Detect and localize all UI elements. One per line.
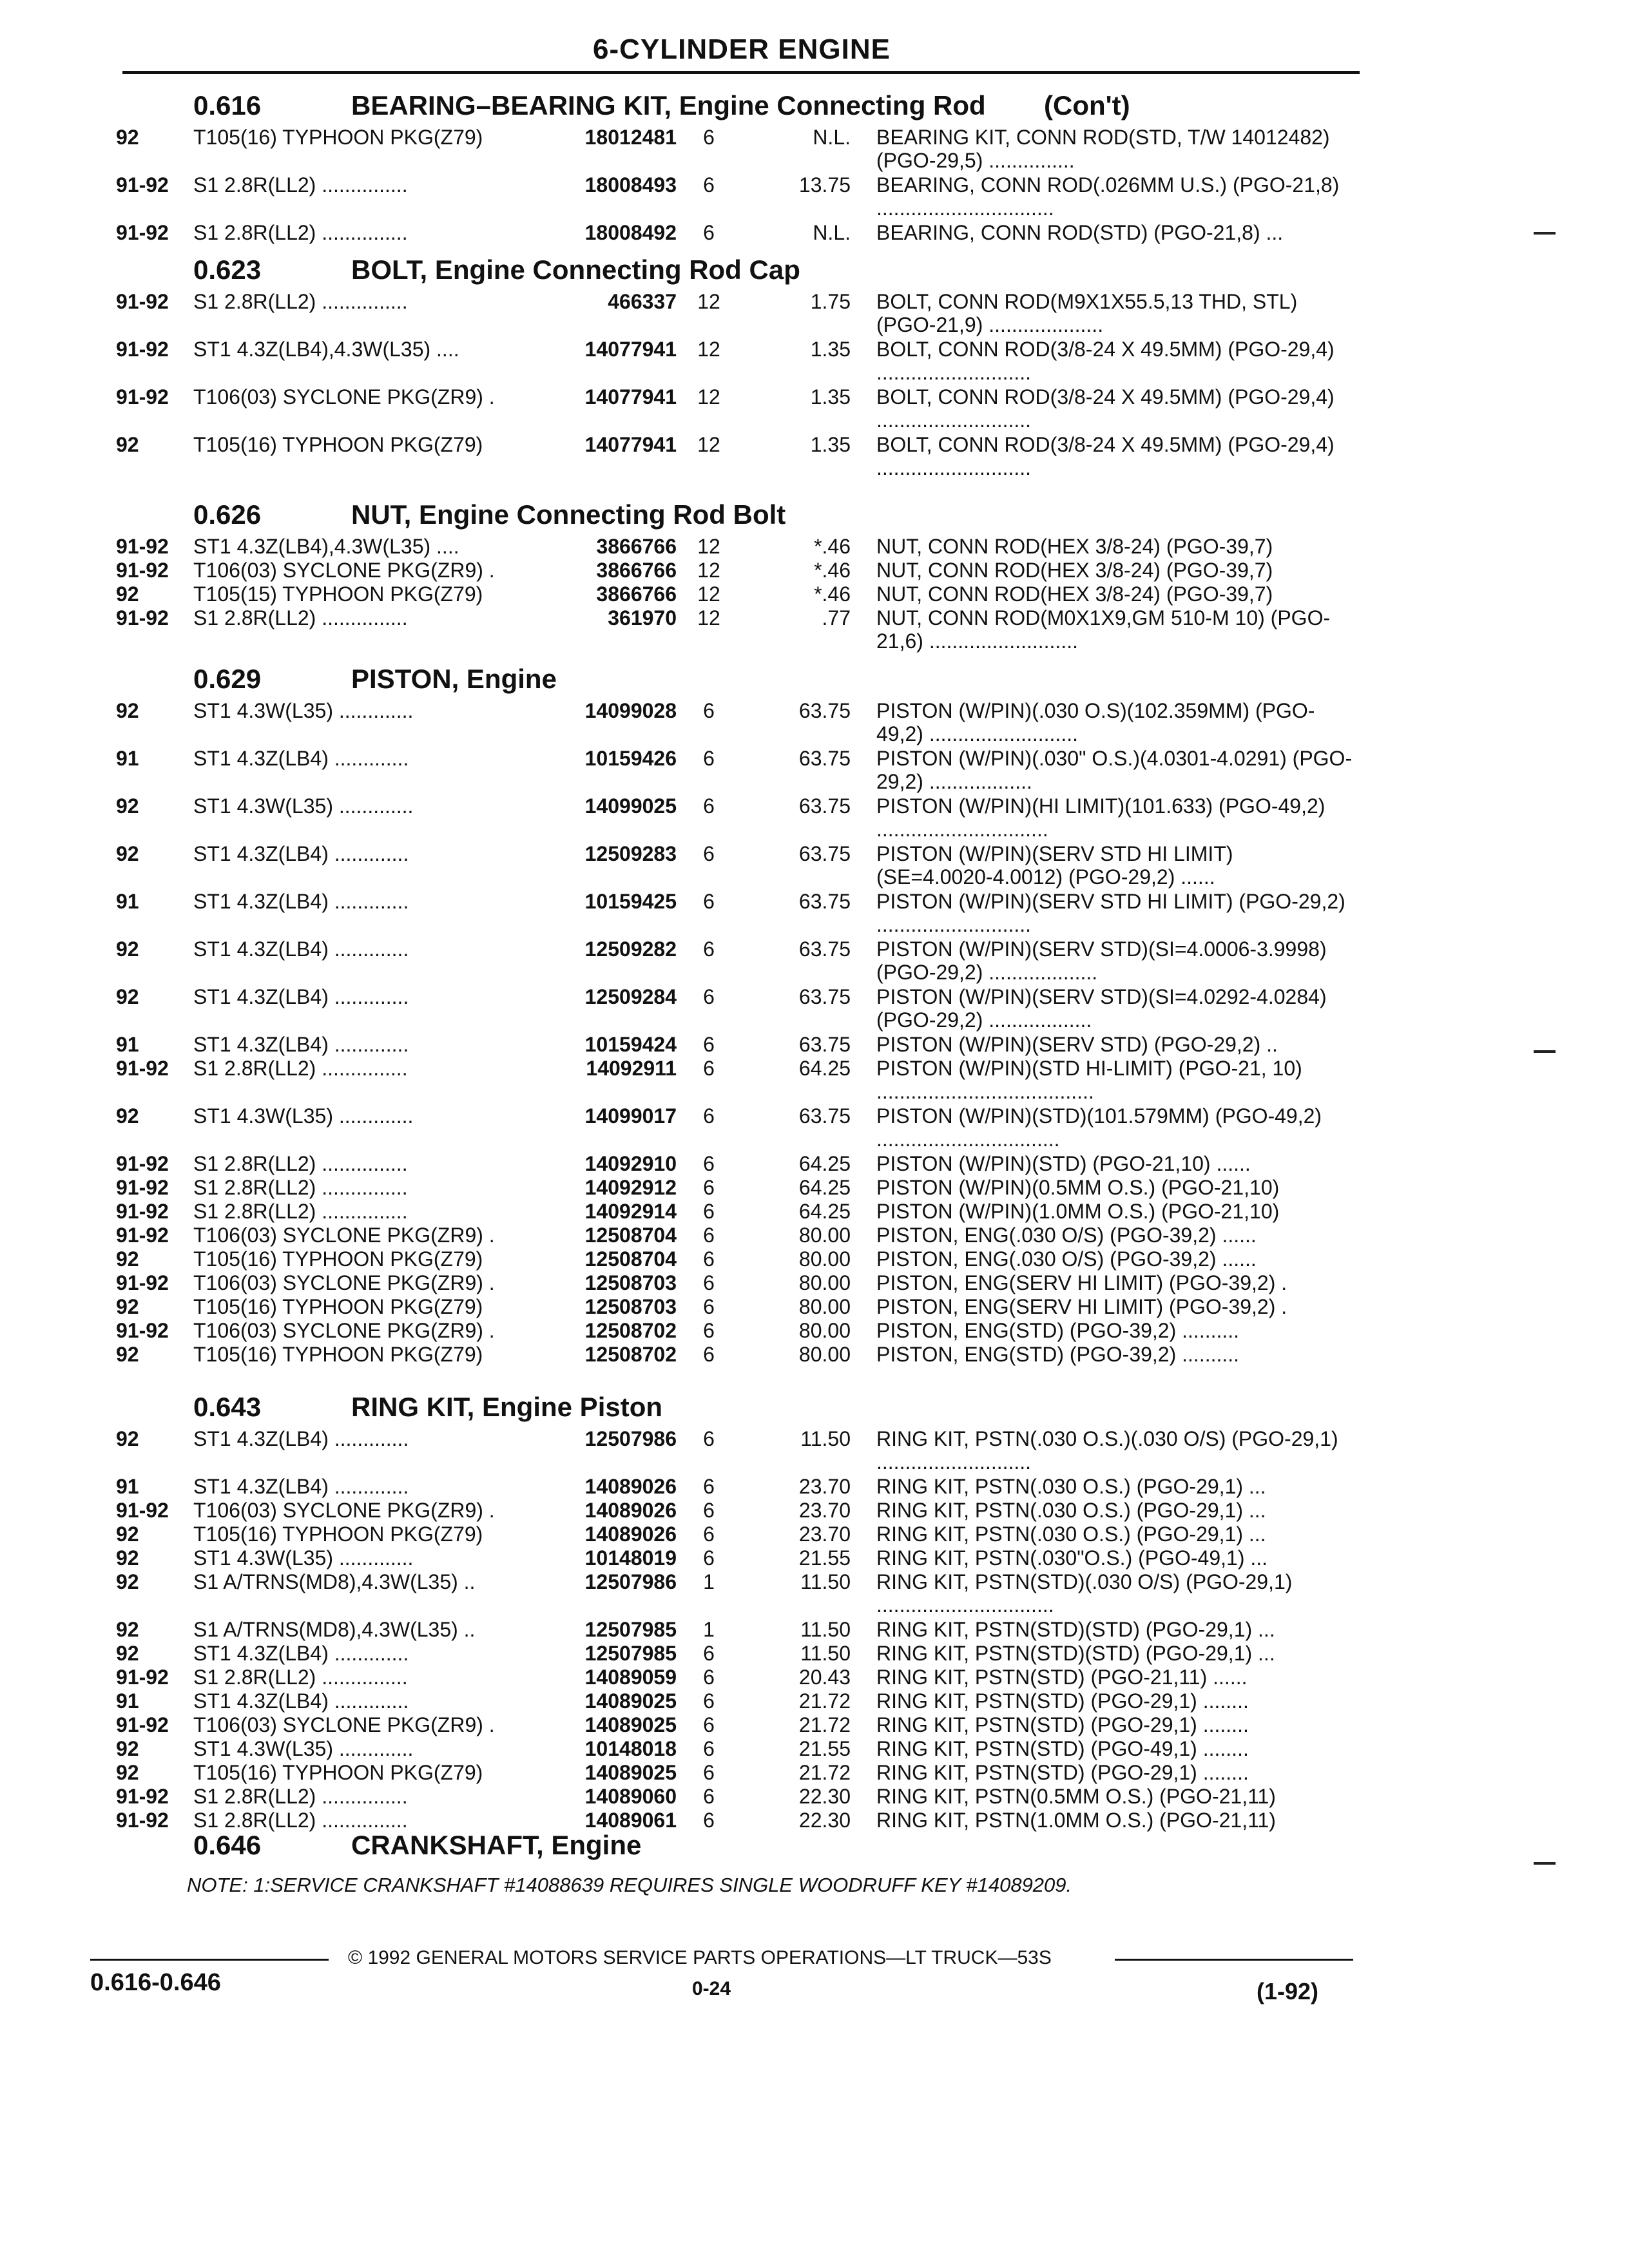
application: T105(16) TYPHOON PKG(Z79) (193, 1761, 483, 1784)
price: 80.00 (798, 1247, 851, 1271)
price: 64.25 (798, 1176, 851, 1199)
model-year: 91-92 (116, 338, 169, 361)
part-number: 14092911 (586, 1057, 677, 1080)
quantity: 6 (703, 1057, 715, 1080)
application: ST1 4.3W(L35) ............. (193, 699, 414, 722)
part-number: 14077941 (584, 433, 677, 456)
part-number: 12507985 (584, 1618, 677, 1641)
application: S1 2.8R(LL2) ............... (193, 1200, 408, 1223)
model-year: 91-92 (116, 535, 169, 558)
quantity: 12 (697, 385, 720, 408)
part-description: PISTON (W/PIN)(STD HI-LIMIT) (PGO-21, 10) ...................................... (876, 1057, 1302, 1103)
price: 22.30 (798, 1785, 851, 1808)
price: 63.75 (798, 842, 851, 865)
model-year: 92 (116, 1295, 139, 1318)
footer-page-number: 0-24 (692, 1978, 731, 1999)
application: ST1 4.3W(L35) ............. (193, 794, 414, 818)
part-description: BOLT, CONN ROD(3/8-24 X 49.5MM) (PGO-29,4) ........................... (876, 385, 1335, 432)
part-description: RING KIT, PSTN(STD)(.030 O/S) (PGO-29,1) ............................... (876, 1570, 1293, 1617)
model-year: 91-92 (116, 385, 169, 408)
part-description: PISTON, ENG(.030 O/S) (PGO-39,2) ...... (876, 1247, 1257, 1271)
model-year: 91-92 (116, 1499, 169, 1522)
part-description: PISTON (W/PIN)(1.0MM O.S.) (PGO-21,10) (876, 1200, 1280, 1223)
model-year: 92 (116, 1523, 139, 1546)
model-year: 91 (116, 1689, 139, 1713)
model-year: 91-92 (116, 559, 169, 582)
part-description: RING KIT, PSTN(STD) (PGO-29,1) ........ (876, 1713, 1249, 1736)
footer-section-range: 0.616-0.646 (90, 1969, 221, 1996)
part-description: RING KIT, PSTN(.030 O.S.) (PGO-29,1) ... (876, 1523, 1266, 1546)
quantity: 6 (703, 1033, 715, 1056)
price: *.46 (814, 582, 851, 606)
quantity: 6 (703, 1104, 715, 1128)
section-title: BOLT, Engine Connecting Rod Cap (351, 255, 800, 285)
quantity: 6 (703, 1737, 715, 1760)
quantity: 6 (703, 1546, 715, 1570)
footer-copyright: © 1992 GENERAL MOTORS SERVICE PARTS OPERATIONS—LT TRUCK—53S (348, 1947, 1052, 1968)
price: 23.70 (798, 1523, 851, 1546)
price: 1.75 (810, 290, 851, 313)
part-number: 10159426 (584, 747, 677, 770)
quantity: 6 (703, 890, 715, 913)
model-year: 91-92 (116, 1176, 169, 1199)
part-description: BOLT, CONN ROD(3/8-24 X 49.5MM) (PGO-29,4) ........................... (876, 433, 1335, 479)
quantity: 6 (703, 1152, 715, 1175)
price: 64.25 (798, 1057, 851, 1080)
model-year: 91-92 (116, 290, 169, 313)
price: N.L. (813, 221, 851, 244)
price: 21.72 (798, 1689, 851, 1713)
section-number: 0.626 (193, 499, 262, 530)
part-number: 12509283 (584, 842, 677, 865)
quantity: 6 (703, 1295, 715, 1318)
application: S1 2.8R(LL2) ............... (193, 1785, 408, 1808)
application: T106(03) SYCLONE PKG(ZR9) . (193, 385, 495, 408)
part-number: 12508702 (584, 1343, 677, 1366)
part-number: 10148019 (584, 1546, 677, 1570)
quantity: 6 (703, 1271, 715, 1294)
part-description: RING KIT, PSTN(STD) (PGO-29,1) ........ (876, 1689, 1249, 1713)
quantity: 6 (703, 842, 715, 865)
price: 1.35 (810, 338, 851, 361)
model-year: 91-92 (116, 1319, 169, 1342)
part-number: 12509282 (584, 937, 677, 961)
part-number: 14077941 (584, 385, 677, 408)
price: 11.50 (800, 1570, 851, 1593)
price: 63.75 (798, 1104, 851, 1128)
application: S1 A/TRNS(MD8),4.3W(L35) .. (193, 1570, 476, 1593)
application: S1 2.8R(LL2) ............... (193, 173, 408, 197)
price: *.46 (814, 535, 851, 558)
price: 80.00 (798, 1224, 851, 1247)
part-number: 14089025 (584, 1761, 677, 1784)
part-number: 10148018 (584, 1737, 677, 1760)
application: S1 2.8R(LL2) ............... (193, 1809, 408, 1832)
part-number: 18008493 (584, 173, 677, 197)
quantity: 6 (703, 794, 715, 818)
part-number: 14089025 (584, 1713, 677, 1736)
application: T106(03) SYCLONE PKG(ZR9) . (193, 1319, 495, 1342)
model-year: 92 (116, 582, 139, 606)
price: .77 (822, 606, 851, 629)
part-number: 14089059 (584, 1666, 677, 1689)
price: 23.70 (798, 1475, 851, 1498)
price: 80.00 (798, 1319, 851, 1342)
quantity: 6 (703, 1642, 715, 1665)
part-number: 12508703 (584, 1295, 677, 1318)
application: ST1 4.3W(L35) ............. (193, 1546, 414, 1570)
application: ST1 4.3Z(LB4) ............. (193, 937, 409, 961)
margin-mark (1534, 1862, 1556, 1865)
part-description: NUT, CONN ROD(HEX 3/8-24) (PGO-39,7) (876, 535, 1273, 558)
model-year: 91-92 (116, 606, 169, 629)
part-number: 3866766 (596, 559, 677, 582)
quantity: 6 (703, 173, 715, 197)
application: T106(03) SYCLONE PKG(ZR9) . (193, 1271, 495, 1294)
model-year: 92 (116, 794, 139, 818)
quantity: 12 (697, 290, 720, 313)
price: 63.75 (798, 890, 851, 913)
application: ST1 4.3Z(LB4) ............. (193, 1033, 409, 1056)
application: ST1 4.3Z(LB4) ............. (193, 890, 409, 913)
quantity: 6 (703, 221, 715, 244)
model-year: 91 (116, 890, 139, 913)
quantity: 6 (703, 1319, 715, 1342)
section-title: NUT, Engine Connecting Rod Bolt (351, 499, 786, 530)
application: S1 2.8R(LL2) ............... (193, 1057, 408, 1080)
model-year: 91 (116, 1475, 139, 1498)
model-year: 92 (116, 1427, 139, 1450)
part-description: PISTON, ENG(STD) (PGO-39,2) .......... (876, 1343, 1240, 1366)
section-continued: (Con't) (1044, 90, 1130, 120)
quantity: 12 (697, 338, 720, 361)
application: ST1 4.3Z(LB4) ............. (193, 1689, 409, 1713)
application: ST1 4.3Z(LB4) ............. (193, 985, 409, 1008)
price: 21.55 (798, 1737, 851, 1760)
price: 21.55 (798, 1546, 851, 1570)
section-title: PISTON, Engine (351, 664, 557, 694)
part-number: 14089026 (584, 1499, 677, 1522)
model-year: 92 (116, 1104, 139, 1128)
section-number: 0.629 (193, 664, 262, 694)
part-description: PISTON (W/PIN)(.030 O.S)(102.359MM) (PGO-49,2) .......................... (876, 699, 1315, 745)
part-number: 14099025 (584, 794, 677, 818)
part-description: RING KIT, PSTN(STD)(STD) (PGO-29,1) ... (876, 1642, 1275, 1665)
part-description: PISTON (W/PIN)(HI LIMIT)(101.633) (PGO-49,2) .............................. (876, 794, 1325, 841)
part-description: PISTON, ENG(SERV HI LIMIT) (PGO-39,2) . (876, 1295, 1287, 1318)
application: T106(03) SYCLONE PKG(ZR9) . (193, 1224, 495, 1247)
model-year: 91 (116, 1033, 139, 1056)
part-number: 14089060 (584, 1785, 677, 1808)
price: 11.50 (800, 1642, 851, 1665)
price: 21.72 (798, 1761, 851, 1784)
application: S1 2.8R(LL2) ............... (193, 1176, 408, 1199)
margin-mark (1534, 1050, 1556, 1053)
quantity: 6 (703, 1427, 715, 1450)
part-description: NUT, CONN ROD(M0X1X9,GM 510-M 10) (PGO-21,6) .......................... (876, 606, 1331, 653)
section-title: RING KIT, Engine Piston (351, 1392, 663, 1422)
part-description: RING KIT, PSTN(0.5MM O.S.) (PGO-21,11) (876, 1785, 1276, 1808)
part-number: 12508703 (584, 1271, 677, 1294)
footer-revision-date: (1-92) (1257, 1978, 1319, 2004)
price: 63.75 (798, 1033, 851, 1056)
application: T105(16) TYPHOON PKG(Z79) (193, 1247, 483, 1271)
part-number: 14099028 (584, 699, 677, 722)
quantity: 6 (703, 1809, 715, 1832)
application: ST1 4.3Z(LB4),4.3W(L35) .... (193, 338, 459, 361)
quantity: 1 (703, 1618, 715, 1641)
price: 80.00 (798, 1271, 851, 1294)
part-number: 12508702 (584, 1319, 677, 1342)
footer-rule-right (1115, 1959, 1353, 1961)
quantity: 12 (697, 535, 720, 558)
quantity: 6 (703, 1666, 715, 1689)
part-description: PISTON (W/PIN)(SERV STD HI LIMIT) (PGO-29,2) ........................... (876, 890, 1345, 936)
application: ST1 4.3W(L35) ............. (193, 1104, 414, 1128)
quantity: 1 (703, 1570, 715, 1593)
price: N.L. (813, 126, 851, 149)
quantity: 6 (703, 1475, 715, 1498)
model-year: 92 (116, 1642, 139, 1665)
quantity: 6 (703, 1200, 715, 1223)
page-title: 6-CYLINDER ENGINE (593, 34, 891, 65)
price: 63.75 (798, 794, 851, 818)
price: 1.35 (810, 433, 851, 456)
model-year: 91-92 (116, 1809, 169, 1832)
part-description: RING KIT, PSTN(STD) (PGO-49,1) ........ (876, 1737, 1249, 1760)
quantity: 6 (703, 747, 715, 770)
quantity: 6 (703, 1499, 715, 1522)
part-number: 12507985 (584, 1642, 677, 1665)
quantity: 12 (697, 582, 720, 606)
model-year: 92 (116, 1570, 139, 1593)
quantity: 6 (703, 1713, 715, 1736)
application: ST1 4.3Z(LB4) ............. (193, 842, 409, 865)
price: 23.70 (798, 1499, 851, 1522)
part-number: 18012481 (584, 126, 677, 149)
price: 63.75 (798, 699, 851, 722)
quantity: 6 (703, 1247, 715, 1271)
part-number: 18008492 (584, 221, 677, 244)
quantity: 12 (697, 606, 720, 629)
price: *.46 (814, 559, 851, 582)
part-description: PISTON (W/PIN)(SERV STD HI LIMIT) (SE=4.0020-4.0012) (PGO-29,2) ...... (876, 842, 1233, 889)
price: 63.75 (798, 937, 851, 961)
quantity: 6 (703, 126, 715, 149)
quantity: 6 (703, 937, 715, 961)
model-year: 91-92 (116, 1713, 169, 1736)
price: 11.50 (800, 1427, 851, 1450)
price: 64.25 (798, 1152, 851, 1175)
application: S1 2.8R(LL2) ............... (193, 290, 408, 313)
model-year: 92 (116, 1737, 139, 1760)
part-number: 14077941 (584, 338, 677, 361)
part-number: 10159425 (584, 890, 677, 913)
quantity: 12 (697, 433, 720, 456)
price: 20.43 (798, 1666, 851, 1689)
section-number: 0.643 (193, 1392, 262, 1422)
model-year: 92 (116, 937, 139, 961)
part-description: RING KIT, PSTN(1.0MM O.S.) (PGO-21,11) (876, 1809, 1276, 1832)
section-number: 0.616 (193, 90, 262, 120)
application: T105(16) TYPHOON PKG(Z79) (193, 1295, 483, 1318)
application: ST1 4.3Z(LB4),4.3W(L35) .... (193, 535, 459, 558)
price: 22.30 (798, 1809, 851, 1832)
price: 64.25 (798, 1200, 851, 1223)
quantity: 6 (703, 1785, 715, 1808)
model-year: 92 (116, 1247, 139, 1271)
margin-mark (1534, 232, 1556, 235)
part-description: BOLT, CONN ROD(M9X1X55.5,13 THD, STL) (PGO-21,9) .................... (876, 290, 1298, 336)
model-year: 92 (116, 1546, 139, 1570)
part-number: 361970 (608, 606, 677, 629)
application: ST1 4.3Z(LB4) ............. (193, 1642, 409, 1665)
price: 11.50 (800, 1618, 851, 1641)
part-description: PISTON (W/PIN)(SERV STD) (PGO-29,2) .. (876, 1033, 1278, 1056)
section-title: BEARING–BEARING KIT, Engine Connecting Rod (351, 90, 986, 120)
model-year: 91-92 (116, 221, 169, 244)
part-number: 14092912 (584, 1176, 677, 1199)
part-description: PISTON (W/PIN)(SERV STD)(SI=4.0292-4.0284) (PGO-29,2) .................. (876, 985, 1327, 1032)
model-year: 91-92 (116, 1271, 169, 1294)
section-number: 0.646 (193, 1830, 262, 1860)
quantity: 6 (703, 1224, 715, 1247)
part-description: RING KIT, PSTN(.030 O.S.) (PGO-29,1) ... (876, 1475, 1266, 1498)
header-rule (122, 71, 1360, 74)
model-year: 92 (116, 842, 139, 865)
application: S1 2.8R(LL2) ............... (193, 1152, 408, 1175)
application: T105(16) TYPHOON PKG(Z79) (193, 1343, 483, 1366)
quantity: 6 (703, 1343, 715, 1366)
application: ST1 4.3Z(LB4) ............. (193, 1475, 409, 1498)
application: T105(16) TYPHOON PKG(Z79) (193, 126, 483, 149)
application: T106(03) SYCLONE PKG(ZR9) . (193, 559, 495, 582)
part-number: 14092914 (584, 1200, 677, 1223)
part-number: 14089025 (584, 1689, 677, 1713)
application: ST1 4.3W(L35) ............. (193, 1737, 414, 1760)
part-description: RING KIT, PSTN(STD) (PGO-21,11) ...... (876, 1666, 1248, 1689)
part-description: RING KIT, PSTN(STD) (PGO-29,1) ........ (876, 1761, 1249, 1784)
part-number: 14089061 (584, 1809, 677, 1832)
section-title: CRANKSHAFT, Engine (351, 1830, 642, 1860)
quantity: 6 (703, 699, 715, 722)
application: S1 2.8R(LL2) ............... (193, 1666, 408, 1689)
quantity: 6 (703, 1689, 715, 1713)
quantity: 6 (703, 1523, 715, 1546)
part-description: PISTON (W/PIN)(SERV STD)(SI=4.0006-3.9998) (PGO-29,2) ................... (876, 937, 1327, 984)
part-description: RING KIT, PSTN(.030"O.S.) (PGO-49,1) ... (876, 1546, 1268, 1570)
part-description: PISTON (W/PIN)(0.5MM O.S.) (PGO-21,10) (876, 1176, 1280, 1199)
price: 80.00 (798, 1343, 851, 1366)
model-year: 92 (116, 126, 139, 149)
part-number: 14099017 (584, 1104, 677, 1128)
part-number: 14089026 (584, 1523, 677, 1546)
application: S1 A/TRNS(MD8),4.3W(L35) .. (193, 1618, 476, 1641)
model-year: 91-92 (116, 173, 169, 197)
model-year: 91-92 (116, 1200, 169, 1223)
part-description: BOLT, CONN ROD(3/8-24 X 49.5MM) (PGO-29,4) ........................... (876, 338, 1335, 384)
application: T105(16) TYPHOON PKG(Z79) (193, 1523, 483, 1546)
application: T105(15) TYPHOON PKG(Z79) (193, 582, 483, 606)
model-year: 91-92 (116, 1785, 169, 1808)
application: ST1 4.3Z(LB4) ............. (193, 747, 409, 770)
quantity: 12 (697, 559, 720, 582)
application: T106(03) SYCLONE PKG(ZR9) . (193, 1499, 495, 1522)
price: 63.75 (798, 747, 851, 770)
part-number: 10159424 (584, 1033, 677, 1056)
part-description: RING KIT, PSTN(.030 O.S.)(.030 O/S) (PGO-29,1) ........................... (876, 1427, 1338, 1474)
price: 63.75 (798, 985, 851, 1008)
part-number: 12508704 (584, 1224, 677, 1247)
section-number: 0.623 (193, 255, 262, 285)
part-description: NUT, CONN ROD(HEX 3/8-24) (PGO-39,7) (876, 559, 1273, 582)
application: T106(03) SYCLONE PKG(ZR9) . (193, 1713, 495, 1736)
part-description: RING KIT, PSTN(STD)(STD) (PGO-29,1) ... (876, 1618, 1275, 1641)
model-year: 91-92 (116, 1152, 169, 1175)
part-number: 14092910 (584, 1152, 677, 1175)
quantity: 6 (703, 1176, 715, 1199)
model-year: 92 (116, 985, 139, 1008)
application: S1 2.8R(LL2) ............... (193, 606, 408, 629)
model-year: 91-92 (116, 1224, 169, 1247)
application: S1 2.8R(LL2) ............... (193, 221, 408, 244)
part-description: PISTON (W/PIN)(STD)(101.579MM) (PGO-49,2) ................................ (876, 1104, 1322, 1151)
model-year: 92 (116, 699, 139, 722)
model-year: 92 (116, 1618, 139, 1641)
model-year: 91-92 (116, 1666, 169, 1689)
part-description: BEARING KIT, CONN ROD(STD, T/W 14012482) (PGO-29,5) ............... (876, 126, 1330, 172)
part-description: PISTON (W/PIN)(STD) (PGO-21,10) ...... (876, 1152, 1251, 1175)
part-number: 12509284 (584, 985, 677, 1008)
part-number: 466337 (608, 290, 677, 313)
part-description: PISTON, ENG(STD) (PGO-39,2) .......... (876, 1319, 1240, 1342)
model-year: 92 (116, 1343, 139, 1366)
part-number: 12507986 (584, 1570, 677, 1593)
price: 80.00 (798, 1295, 851, 1318)
part-description: BEARING, CONN ROD(.026MM U.S.) (PGO-21,8) ............................... (876, 173, 1340, 220)
part-description: RING KIT, PSTN(.030 O.S.) (PGO-29,1) ... (876, 1499, 1266, 1522)
price: 13.75 (798, 173, 851, 197)
part-description: PISTON (W/PIN)(.030" O.S.)(4.0301-4.0291) (PGO-29,2) .................. (876, 747, 1353, 793)
part-number: 3866766 (596, 535, 677, 558)
quantity: 6 (703, 1761, 715, 1784)
part-number: 3866766 (596, 582, 677, 606)
crankshaft-note: NOTE: 1:SERVICE CRANKSHAFT #14088639 REQUIRES SINGLE WOODRUFF KEY #14089209. (187, 1874, 1072, 1896)
quantity: 6 (703, 985, 715, 1008)
model-year: 91 (116, 747, 139, 770)
application: ST1 4.3Z(LB4) ............. (193, 1427, 409, 1450)
footer-rule-left (90, 1959, 329, 1961)
part-description: BEARING, CONN ROD(STD) (PGO-21,8) ... (876, 221, 1284, 244)
model-year: 91-92 (116, 1057, 169, 1080)
part-description: PISTON, ENG(.030 O/S) (PGO-39,2) ...... (876, 1224, 1257, 1247)
price: 21.72 (798, 1713, 851, 1736)
part-description: PISTON, ENG(SERV HI LIMIT) (PGO-39,2) . (876, 1271, 1287, 1294)
part-number: 12508704 (584, 1247, 677, 1271)
part-number: 14089026 (584, 1475, 677, 1498)
part-number: 12507986 (584, 1427, 677, 1450)
part-description: NUT, CONN ROD(HEX 3/8-24) (PGO-39,7) (876, 582, 1273, 606)
model-year: 92 (116, 433, 139, 456)
price: 1.35 (810, 385, 851, 408)
model-year: 92 (116, 1761, 139, 1784)
application: T105(16) TYPHOON PKG(Z79) (193, 433, 483, 456)
